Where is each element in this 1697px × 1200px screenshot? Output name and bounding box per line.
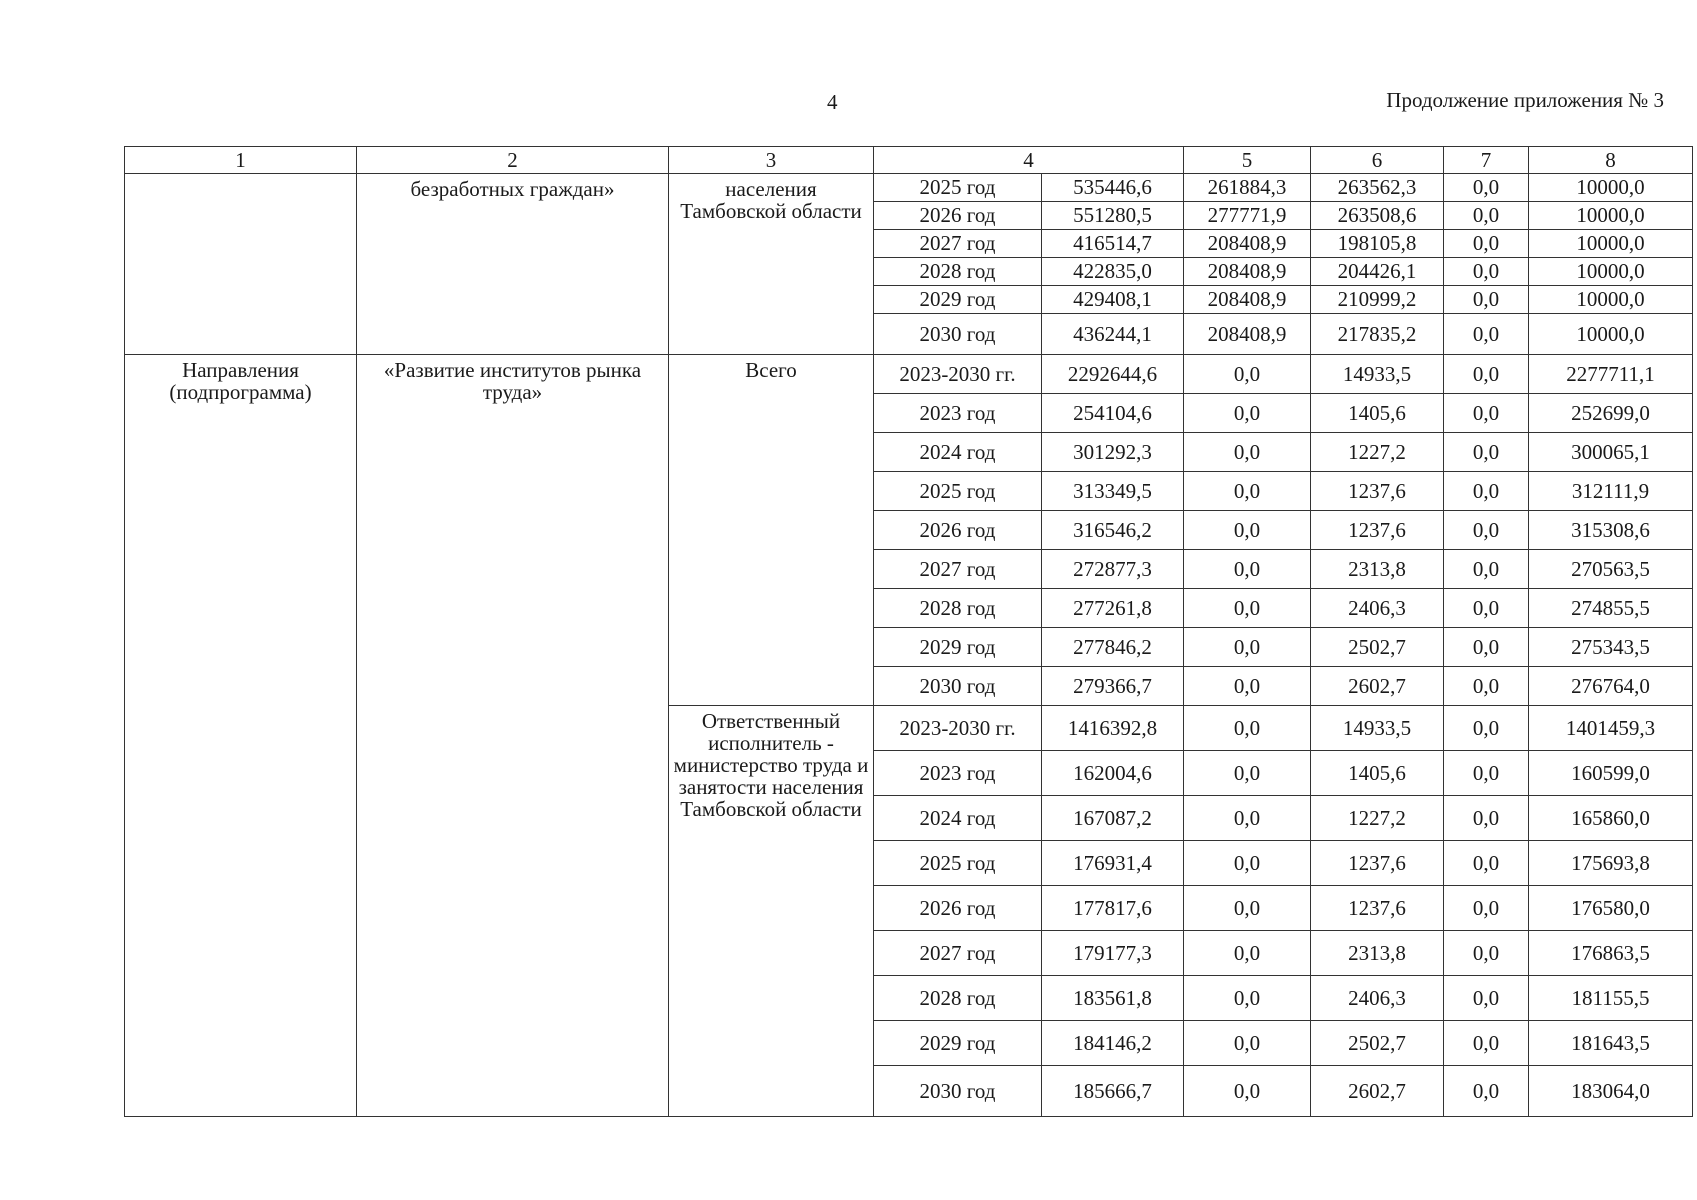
section-b [125, 355, 1693, 1117]
federal-cell: 0,0 [1184, 796, 1311, 841]
year-cell: 2023-2030 гг. [874, 706, 1042, 751]
direction-cell: Направления (подпрограмма) [125, 355, 357, 1117]
extra-cell: 300065,1 [1529, 433, 1693, 472]
local-cell: 0,0 [1444, 628, 1529, 667]
local-cell: 0,0 [1444, 314, 1529, 355]
federal-cell: 0,0 [1184, 1021, 1311, 1066]
section-a [125, 174, 1693, 355]
total-label-cell: Всего [669, 355, 874, 706]
total-cell: 277846,2 [1042, 628, 1184, 667]
extra-cell: 252699,0 [1529, 394, 1693, 433]
local-cell: 0,0 [1444, 174, 1529, 202]
year-cell: 2027 год [874, 550, 1042, 589]
header-cell: 5 [1184, 147, 1311, 174]
page-number: 4 [827, 90, 838, 114]
regional-cell: 2313,8 [1311, 550, 1444, 589]
total-cell: 162004,6 [1042, 751, 1184, 796]
year-cell: 2028 год [874, 976, 1042, 1021]
federal-cell: 0,0 [1184, 667, 1311, 706]
extra-cell: 1401459,3 [1529, 706, 1693, 751]
local-cell: 0,0 [1444, 286, 1529, 314]
regional-cell: 1237,6 [1311, 886, 1444, 931]
year-cell: 2029 год [874, 1021, 1042, 1066]
extra-cell: 10000,0 [1529, 314, 1693, 355]
year-cell: 2024 год [874, 433, 1042, 472]
total-cell: 301292,3 [1042, 433, 1184, 472]
year-cell: 2029 год [874, 286, 1042, 314]
regional-cell: 1405,6 [1311, 394, 1444, 433]
local-cell: 0,0 [1444, 394, 1529, 433]
regional-cell: 263508,6 [1311, 202, 1444, 230]
header-cell: 3 [669, 147, 874, 174]
federal-cell: 0,0 [1184, 433, 1311, 472]
year-cell: 2030 год [874, 667, 1042, 706]
federal-cell: 0,0 [1184, 355, 1311, 394]
header-cell: 7 [1444, 147, 1529, 174]
event-name-cell: безработных граждан» [357, 174, 669, 355]
extra-cell: 10000,0 [1529, 258, 1693, 286]
federal-cell: 0,0 [1184, 706, 1311, 751]
federal-cell: 0,0 [1184, 550, 1311, 589]
empty-cell [125, 174, 357, 355]
regional-cell: 1237,6 [1311, 472, 1444, 511]
header-cell: 2 [357, 147, 669, 174]
extra-cell: 181643,5 [1529, 1021, 1693, 1066]
extra-cell: 165860,0 [1529, 796, 1693, 841]
extra-cell: 275343,5 [1529, 628, 1693, 667]
table-row [125, 355, 1693, 394]
year-cell: 2028 год [874, 258, 1042, 286]
federal-cell: 0,0 [1184, 589, 1311, 628]
regional-cell: 210999,2 [1311, 286, 1444, 314]
regional-cell: 217835,2 [1311, 314, 1444, 355]
local-cell: 0,0 [1444, 796, 1529, 841]
year-cell: 2027 год [874, 230, 1042, 258]
total-cell: 272877,3 [1042, 550, 1184, 589]
extra-cell: 176863,5 [1529, 931, 1693, 976]
extra-cell: 183064,0 [1529, 1066, 1693, 1117]
total-cell: 184146,2 [1042, 1021, 1184, 1066]
header-cell: 1 [125, 147, 357, 174]
total-cell: 177817,6 [1042, 886, 1184, 931]
regional-cell: 198105,8 [1311, 230, 1444, 258]
budget-table [124, 146, 1693, 1117]
extra-cell: 181155,5 [1529, 976, 1693, 1021]
regional-cell: 2406,3 [1311, 976, 1444, 1021]
appendix-note: Продолжение приложения № 3 [1386, 88, 1664, 112]
local-cell: 0,0 [1444, 258, 1529, 286]
year-cell: 2024 год [874, 796, 1042, 841]
extra-cell: 176580,0 [1529, 886, 1693, 931]
federal-cell: 0,0 [1184, 1066, 1311, 1117]
year-cell: 2025 год [874, 174, 1042, 202]
total-cell: 185666,7 [1042, 1066, 1184, 1117]
local-cell: 0,0 [1444, 976, 1529, 1021]
local-cell: 0,0 [1444, 886, 1529, 931]
federal-cell: 0,0 [1184, 628, 1311, 667]
table-row [125, 174, 1693, 202]
year-cell: 2023 год [874, 394, 1042, 433]
local-cell: 0,0 [1444, 931, 1529, 976]
regional-cell: 2602,7 [1311, 667, 1444, 706]
year-cell: 2028 год [874, 589, 1042, 628]
extra-cell: 2277711,1 [1529, 355, 1693, 394]
header-cell: 6 [1311, 147, 1444, 174]
local-cell: 0,0 [1444, 230, 1529, 258]
regional-cell: 1405,6 [1311, 751, 1444, 796]
total-cell: 551280,5 [1042, 202, 1184, 230]
total-cell: 2292644,6 [1042, 355, 1184, 394]
extra-cell: 315308,6 [1529, 511, 1693, 550]
federal-cell: 0,0 [1184, 841, 1311, 886]
year-cell: 2026 год [874, 886, 1042, 931]
total-cell: 277261,8 [1042, 589, 1184, 628]
year-cell: 2025 год [874, 472, 1042, 511]
total-cell: 535446,6 [1042, 174, 1184, 202]
year-cell: 2023 год [874, 751, 1042, 796]
local-cell: 0,0 [1444, 1021, 1529, 1066]
regional-cell: 204426,1 [1311, 258, 1444, 286]
federal-cell: 0,0 [1184, 976, 1311, 1021]
regional-cell: 2406,3 [1311, 589, 1444, 628]
extra-cell: 10000,0 [1529, 230, 1693, 258]
federal-cell: 0,0 [1184, 472, 1311, 511]
local-cell: 0,0 [1444, 706, 1529, 751]
federal-cell: 208408,9 [1184, 314, 1311, 355]
total-cell: 313349,5 [1042, 472, 1184, 511]
extra-cell: 312111,9 [1529, 472, 1693, 511]
regional-cell: 2602,7 [1311, 1066, 1444, 1117]
total-cell: 436244,1 [1042, 314, 1184, 355]
year-cell: 2023-2030 гг. [874, 355, 1042, 394]
total-cell: 316546,2 [1042, 511, 1184, 550]
executor-cell: Ответственный исполнитель - министерство труда и занятости населения Тамбовской области [669, 706, 874, 1117]
total-cell: 279366,7 [1042, 667, 1184, 706]
local-cell: 0,0 [1444, 550, 1529, 589]
regional-cell: 14933,5 [1311, 355, 1444, 394]
year-cell: 2026 год [874, 202, 1042, 230]
year-cell: 2030 год [874, 1066, 1042, 1117]
extra-cell: 160599,0 [1529, 751, 1693, 796]
regional-cell: 14933,5 [1311, 706, 1444, 751]
extra-cell: 10000,0 [1529, 202, 1693, 230]
federal-cell: 208408,9 [1184, 286, 1311, 314]
federal-cell: 208408,9 [1184, 258, 1311, 286]
extra-cell: 10000,0 [1529, 286, 1693, 314]
year-cell: 2026 год [874, 511, 1042, 550]
regional-cell: 2313,8 [1311, 931, 1444, 976]
total-cell: 1416392,8 [1042, 706, 1184, 751]
total-cell: 422835,0 [1042, 258, 1184, 286]
regional-cell: 1237,6 [1311, 841, 1444, 886]
regional-cell: 2502,7 [1311, 628, 1444, 667]
extra-cell: 10000,0 [1529, 174, 1693, 202]
federal-cell: 277771,9 [1184, 202, 1311, 230]
federal-cell: 261884,3 [1184, 174, 1311, 202]
local-cell: 0,0 [1444, 472, 1529, 511]
total-cell: 416514,7 [1042, 230, 1184, 258]
total-cell: 176931,4 [1042, 841, 1184, 886]
regional-cell: 263562,3 [1311, 174, 1444, 202]
local-cell: 0,0 [1444, 202, 1529, 230]
local-cell: 0,0 [1444, 841, 1529, 886]
extra-cell: 274855,5 [1529, 589, 1693, 628]
federal-cell: 0,0 [1184, 931, 1311, 976]
header-cell: 4 [874, 147, 1184, 174]
local-cell: 0,0 [1444, 667, 1529, 706]
regional-cell: 1227,2 [1311, 433, 1444, 472]
regional-cell: 1227,2 [1311, 796, 1444, 841]
header-cell: 8 [1529, 147, 1693, 174]
regional-cell: 1237,6 [1311, 511, 1444, 550]
total-cell: 254104,6 [1042, 394, 1184, 433]
total-cell: 167087,2 [1042, 796, 1184, 841]
year-cell: 2030 год [874, 314, 1042, 355]
federal-cell: 0,0 [1184, 394, 1311, 433]
local-cell: 0,0 [1444, 1066, 1529, 1117]
extra-cell: 276764,0 [1529, 667, 1693, 706]
federal-cell: 0,0 [1184, 511, 1311, 550]
local-cell: 0,0 [1444, 751, 1529, 796]
local-cell: 0,0 [1444, 511, 1529, 550]
total-cell: 183561,8 [1042, 976, 1184, 1021]
year-cell: 2025 год [874, 841, 1042, 886]
local-cell: 0,0 [1444, 355, 1529, 394]
executor-cell: населения Тамбовской области [669, 174, 874, 355]
federal-cell: 208408,9 [1184, 230, 1311, 258]
year-cell: 2027 год [874, 931, 1042, 976]
extra-cell: 175693,8 [1529, 841, 1693, 886]
subprogram-name-cell: «Развитие институтов рынка труда» [357, 355, 669, 1117]
federal-cell: 0,0 [1184, 886, 1311, 931]
total-cell: 179177,3 [1042, 931, 1184, 976]
local-cell: 0,0 [1444, 433, 1529, 472]
federal-cell: 0,0 [1184, 751, 1311, 796]
regional-cell: 2502,7 [1311, 1021, 1444, 1066]
header-row [125, 147, 1693, 174]
extra-cell: 270563,5 [1529, 550, 1693, 589]
year-cell: 2029 год [874, 628, 1042, 667]
local-cell: 0,0 [1444, 589, 1529, 628]
total-cell: 429408,1 [1042, 286, 1184, 314]
